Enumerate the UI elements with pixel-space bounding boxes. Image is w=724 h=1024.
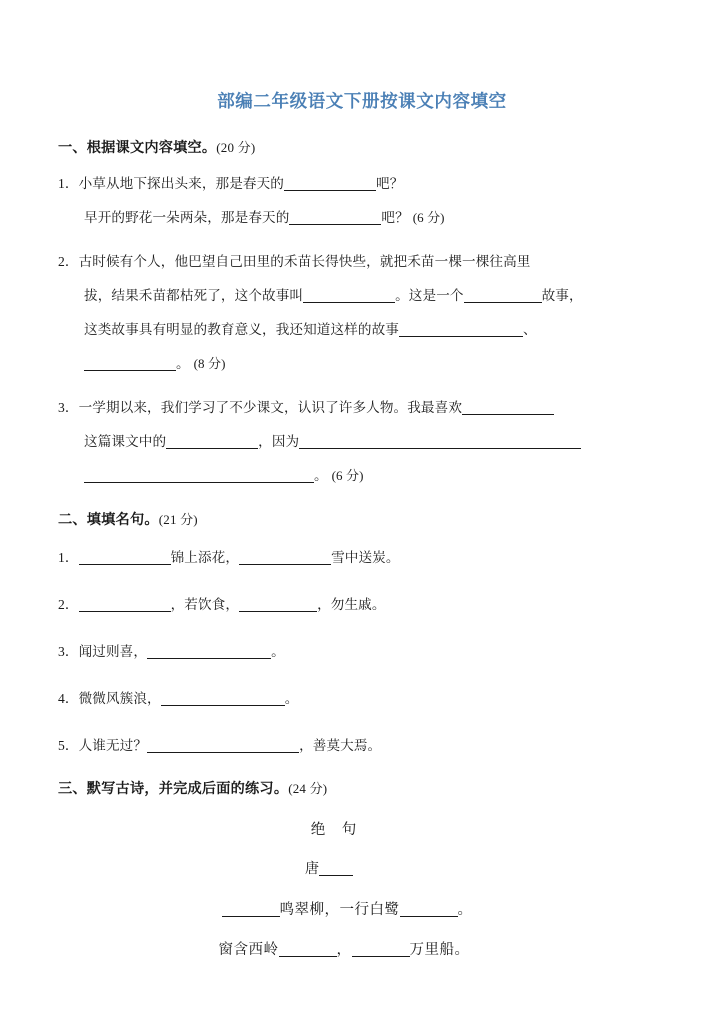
poem-line <box>48 890 676 930</box>
poem-text: 窗含西岭 <box>218 942 279 958</box>
fill-blank[interactable] <box>79 596 171 612</box>
question-text-tail: 故事， <box>541 288 583 303</box>
question-text: 这篇课文中的 <box>84 434 167 449</box>
question-text-tail: 。 <box>284 691 299 706</box>
question-number: 3． <box>58 400 79 415</box>
question-text: 人谁无过？ <box>78 738 148 753</box>
question-text-tail: 雪中送炭。 <box>331 550 400 565</box>
question-text-tail: 吧？ <box>381 210 409 225</box>
question-number: 2． <box>58 254 79 269</box>
fill-blank[interactable] <box>464 287 542 303</box>
question-line <box>58 201 676 235</box>
fill-blank[interactable] <box>303 287 395 303</box>
fill-blank[interactable] <box>279 941 337 957</box>
question-text-mid: 。这是一个 <box>395 288 464 303</box>
poem-text-tail: 。 <box>457 902 473 918</box>
question-line <box>58 459 676 493</box>
poem-title: 绝 句 <box>310 822 358 838</box>
section-one-heading-text: 一、根据课文内容填空。 <box>58 140 217 156</box>
question-number: 2． <box>58 597 79 612</box>
fill-blank[interactable] <box>352 941 410 957</box>
question-2-1 <box>48 539 676 576</box>
question-1-1 <box>48 167 676 235</box>
section-one <box>48 137 676 493</box>
poem-author-dynasty: 唐 <box>305 862 319 877</box>
section-one-points: (20 分) <box>216 140 256 155</box>
question-text-tail: 吧？ <box>376 176 404 191</box>
section-three-heading <box>48 778 676 798</box>
section-three-heading-text: 三、默写古诗，并完成后面的练习。 <box>58 781 289 797</box>
section-three-points: (24 分) <box>288 781 328 796</box>
question-points: (8 分) <box>193 356 226 371</box>
poem-text-mid: 鸣翠柳，一行白鹭 <box>279 902 400 918</box>
fill-blank[interactable] <box>400 901 458 917</box>
question-text-mid: ，若饮食， <box>170 597 240 612</box>
question-line <box>58 425 676 459</box>
fill-blank[interactable] <box>166 433 258 449</box>
question-2-2 <box>48 586 676 623</box>
poem-block <box>48 810 676 970</box>
question-line <box>58 586 676 623</box>
question-text: 拔，结果禾苗都枯死了，这个故事叫 <box>84 288 304 303</box>
question-text: 闻过则喜， <box>78 644 148 659</box>
question-number: 1． <box>58 176 79 191</box>
fill-blank[interactable] <box>84 467 314 483</box>
question-1-2 <box>48 245 676 381</box>
question-line <box>58 727 676 764</box>
question-text: 古时候有个人，他巴望自己田里的禾苗长得快些，就把禾苗一棵一棵往高里 <box>78 254 531 269</box>
poem-text-mid: ， <box>336 942 352 958</box>
question-text: 一学期以来，我们学习了不少课文，认识了许多人物。我最喜欢 <box>78 400 463 415</box>
question-number: 3． <box>58 644 79 659</box>
poem-text-tail: 万里船。 <box>409 942 470 958</box>
question-text-tail: 。 <box>314 468 328 483</box>
question-2-5 <box>48 727 676 764</box>
question-text-tail: ，善莫大焉。 <box>299 738 382 753</box>
question-points: (6 分) <box>331 468 364 483</box>
fill-blank[interactable] <box>84 355 176 371</box>
question-2-3 <box>48 633 676 670</box>
fill-blank[interactable] <box>284 175 376 191</box>
section-two-points: (21 分) <box>158 512 198 527</box>
question-points: (6 分) <box>412 210 445 225</box>
question-text-mid: ，因为 <box>258 434 300 449</box>
fill-blank[interactable] <box>222 901 280 917</box>
question-text: 小草从地下探出头来，那是春天的 <box>78 176 284 191</box>
section-two-heading-text: 二、填填名句。 <box>58 512 159 528</box>
question-line <box>58 279 676 313</box>
question-line <box>58 245 676 279</box>
fill-blank[interactable] <box>79 549 171 565</box>
section-three <box>48 778 676 970</box>
question-text: 微微风簇浪， <box>78 691 161 706</box>
fill-blank[interactable] <box>299 433 581 449</box>
question-text-tail: 。 <box>271 644 285 659</box>
question-1-3 <box>48 391 676 493</box>
fill-blank[interactable] <box>239 596 317 612</box>
page-title: 部编二年级语文下册按课文内容填空 <box>217 91 507 111</box>
section-two <box>48 509 676 764</box>
fill-blank[interactable] <box>462 399 554 415</box>
question-text-tail: 、 <box>522 322 537 337</box>
poem-line <box>48 930 676 970</box>
question-text-tail: ，勿生戚。 <box>317 597 386 612</box>
question-text-tail: 。 <box>176 356 190 371</box>
question-line <box>58 539 676 576</box>
question-text: 这类故事具有明显的教育意义，我还知道这样的故事 <box>84 322 399 337</box>
section-one-heading <box>48 137 676 157</box>
question-line <box>58 313 676 347</box>
question-text-mid: 锦上添花， <box>170 550 240 565</box>
fill-blank[interactable] <box>399 321 523 337</box>
question-number: 5． <box>58 738 79 753</box>
fill-blank[interactable] <box>147 737 299 753</box>
fill-blank[interactable] <box>147 643 271 659</box>
question-text: 早开的野花一朵两朵，那是春天的 <box>84 210 290 225</box>
question-line <box>58 347 676 381</box>
question-number: 1． <box>58 550 79 565</box>
fill-blank[interactable] <box>239 549 331 565</box>
question-line <box>58 391 676 425</box>
fill-blank[interactable] <box>161 690 285 706</box>
fill-blank[interactable] <box>319 860 353 876</box>
poem-author <box>48 850 676 890</box>
question-number: 4． <box>58 691 79 706</box>
fill-blank[interactable] <box>289 209 381 225</box>
question-line <box>58 680 676 717</box>
question-2-4 <box>48 680 676 717</box>
section-two-heading <box>48 509 676 529</box>
question-line <box>58 633 676 670</box>
question-line <box>58 167 676 201</box>
